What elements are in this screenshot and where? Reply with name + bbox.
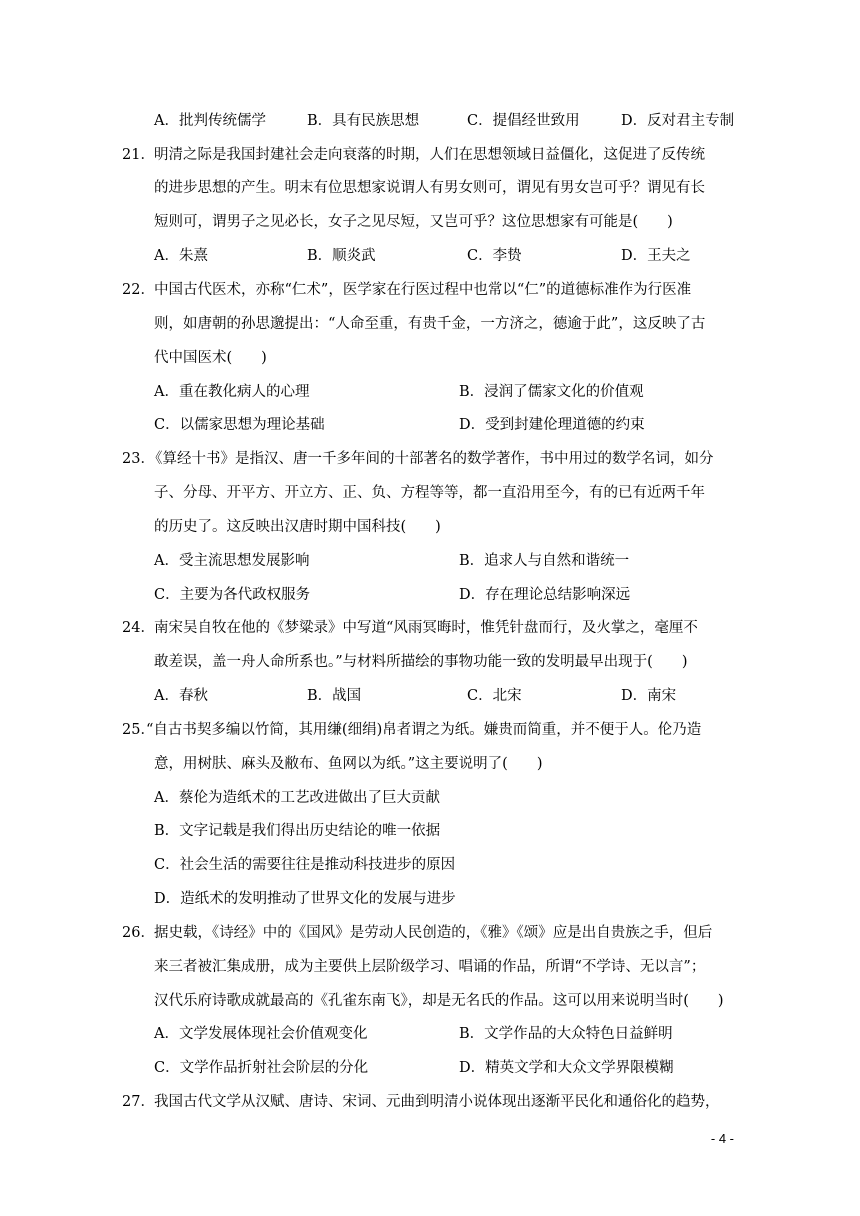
option-b: B．顺炎武	[307, 248, 376, 264]
option-a: A．批判传统儒学	[154, 113, 266, 129]
option-c: C．李贽	[467, 248, 522, 264]
option-a: A．蔡伦为造纸术的工艺改进做出了巨大贡献	[154, 790, 440, 806]
option-b: B．追求人与自然和谐统一	[459, 553, 630, 569]
question-text-line: “自古书契多编以竹简，其用缣(细绢)帛者谓之为纸。嫌贵而简重，并不便于人。伦乃造	[146, 722, 702, 738]
question-number: 21．	[122, 147, 155, 163]
question-text-line: 敢差误，盖一舟人命所系也。”与材料所描绘的事物功能一致的发明最早出现于( )	[154, 654, 688, 670]
question-number: 27．	[122, 1094, 155, 1110]
question-text-line: 来三者被汇集成册，成为主要供上层阶级学习、唱诵的作品，所谓“不学诗、无以言”；	[154, 959, 706, 975]
option-a: A．春秋	[154, 688, 208, 704]
question-number: 23．	[122, 451, 155, 467]
question-number: 25．	[122, 722, 155, 738]
option-b: B．浸润了儒家文化的价值观	[459, 384, 644, 400]
option-b: B．文学作品的大众特色日益鲜明	[459, 1026, 673, 1042]
option-b: B．战国	[307, 688, 362, 704]
option-c: C．文学作品折射社会阶层的分化	[154, 1060, 369, 1076]
question-text-line: 的进步思想的产生。明末有位思想家说谓人有男女则可，谓见有男女岂可乎？谓见有长	[154, 180, 705, 196]
option-c: C．北宋	[467, 688, 522, 704]
option-a: A．重在教化病人的心理	[154, 384, 310, 400]
option-d: D．造纸术的发明推动了世界文化的发展与进步	[154, 891, 456, 907]
option-c: C．主要为各代政权服务	[154, 587, 311, 603]
question-text-line: 的历史了。这反映出汉唐时期中国科技( )	[154, 519, 441, 535]
option-d: D．精英文学和大众文学界限模糊	[459, 1060, 674, 1076]
page-number: - 4 -	[710, 1131, 734, 1146]
question-text-line: 《算经十书》是指汉、唐一千多年间的十部著名的数学著作，书中用过的数学名词，如分	[148, 451, 714, 467]
option-d: D．王夫之	[621, 248, 691, 264]
question-text-line: 汉代乐府诗歌成就最高的《孔雀东南飞》，却是无名氏的作品。这可以用来说明当时( )	[154, 993, 724, 1009]
option-d: D．存在理论总结影响深远	[459, 587, 631, 603]
question-number: 26．	[122, 925, 155, 941]
question-text-line: 明清之际是我国封建社会走向衰落的时期，人们在思想领域日益僵化，这促进了反传统	[154, 147, 705, 163]
question-text-line: 子、分母、开平方、开立方、正、负、方程等等，都一直沿用至今，有的已有近两千年	[154, 485, 705, 501]
option-b: B．文字记载是我们得出历史结论的唯一依据	[154, 823, 441, 839]
option-d: D．受到封建伦理道德的约束	[459, 417, 645, 433]
question-text-line: 南宋吴自牧在他的《梦粱录》中写道“风雨冥晦时，惟凭针盘而行，及火掌之，毫厘不	[154, 620, 698, 636]
question-text-line: 中国古代医术，亦称“仁术”，医学家在行医过程中也常以“仁”的道德标准作为行医准	[154, 282, 692, 298]
question-number: 22．	[122, 282, 155, 298]
option-c: C．社会生活的需要往往是推动科技进步的原因	[154, 857, 456, 873]
option-d: D．南宋	[621, 688, 677, 704]
question-text-line: 我国古代文学从汉赋、唐诗、宋词、元曲到明清小说体现出逐渐平民化和通俗化的趋势，	[154, 1094, 720, 1110]
question-text-line: 短则可，谓男子之见必长，女子之见尽短，又岂可乎？这位思想家有可能是( )	[154, 214, 673, 230]
option-a: A．受主流思想发展影响	[154, 553, 310, 569]
question-number: 24．	[122, 620, 155, 636]
question-text-line: 据史载，《诗经》中的《国风》是劳动人民创造的，《雅》《颂》应是出自贵族之手，但后	[154, 925, 713, 941]
option-c: C．提倡经世致用	[467, 113, 580, 129]
option-c: C．以儒家思想为理论基础	[154, 417, 325, 433]
question-text-line: 意，用树肤、麻头及敝布、鱼网以为纸。”这主要说明了( )	[154, 756, 543, 772]
option-a: A．文学发展体现社会价值观变化	[154, 1026, 368, 1042]
option-d: D．反对君主专制	[621, 113, 735, 129]
option-b: B．具有民族思想	[307, 113, 420, 129]
question-text-line: 代中国医术( )	[154, 350, 267, 366]
option-a: A．朱熹	[154, 248, 208, 264]
question-text-line: 则，如唐朝的孙思邈提出：“人命至重，有贵千金，一方济之，德逾于此”，这反映了古	[154, 316, 706, 332]
